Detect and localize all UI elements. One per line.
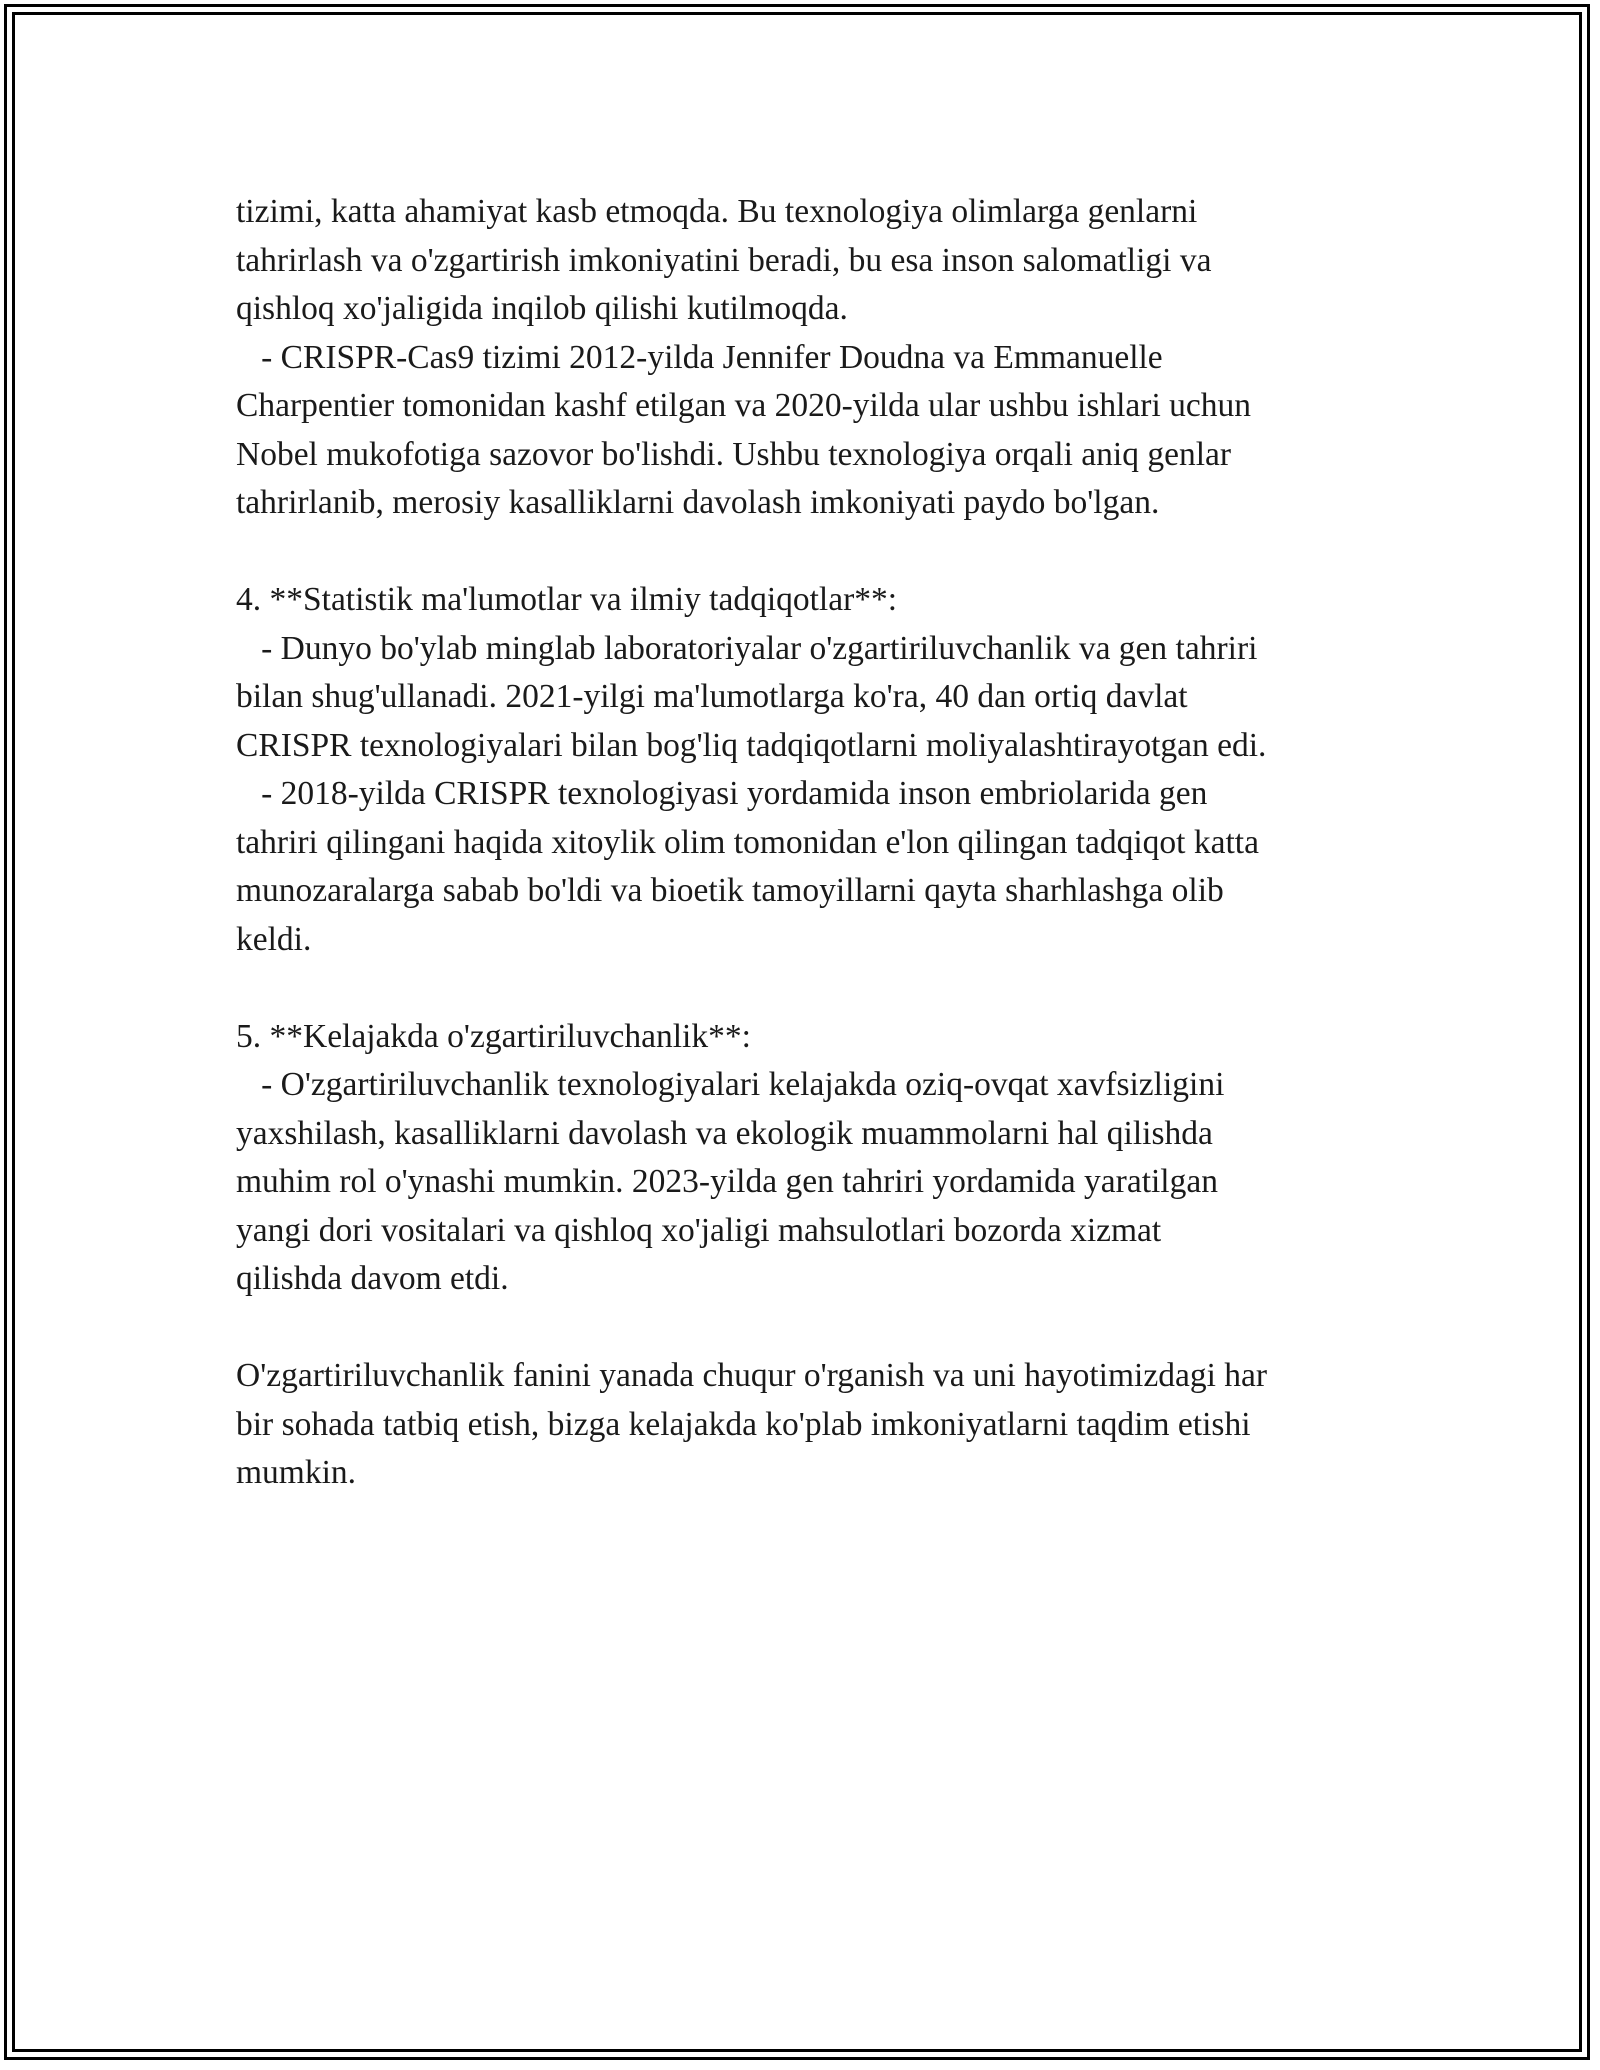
paragraph-statistics: 4. **Statistik ma'lumotlar va ilmiy tadqiqotlar**: - Dunyo bo'ylab minglab laboratoriyalar o'zgartiriluvchanlik va gen tahriri bilan shug'ullanadi. 2021-yilgi ma'lumotlarga ko'ra, 40 dan ortiq davlat CRISPR texnologiyalari bilan bog'liq tadqiqotlarni moliyalashtirayotgan edi. - 2018-yilda CRISPR texnologiyasi yordamida inson embriolarida gen tahriri qilingani haqida xitoylik olim tomonidan e'lon qilingan tadqiqot katta munozaralarga sabab bo'ldi va bioetik tamoyillarni qayta sharhlashga olib keldi.: [236, 581, 1267, 958]
document-body: [236, 188, 1386, 1498]
paragraph-conclusion: O'zgartiriluvchanlik fanini yanada chuqur o'rganish va uni hayotimizdagi har bir sohada tatbiq etish, bizga kelajakda ko'plab imkoniyatlarni taqdim etishi mumkin.: [236, 1357, 1268, 1491]
paragraph-crispr-intro: tizimi, katta ahamiyat kasb etmoqda. Bu texnologiya olimlarga genlarni tahrirlash va o'zgartirish imkoniyatini beradi, bu esa inson salomatligi va qishloq xo'jaligida inqilob qilishi kutilmoqda. - CRISPR-Cas9 tizimi 2012-yilda Jennifer Doudna va Emmanuelle Charpentier tomonidan kashf etilgan va 2020-yilda ular ushbu ishlari uchun Nobel mukofotiga sazovor bo'lishdi. Ushbu texnologiya orqali aniq genlar tahrirlanib, merosiy kasalliklarni davolash imkoniyati paydo bo'lgan.: [236, 193, 1251, 521]
paragraph-spacer: [236, 528, 1386, 577]
paragraph-future: 5. **Kelajakda o'zgartiriluvchanlik**: - O'zgartiriluvchanlik texnologiyalari kelajakda oziq-ovqat xavfsizligini yaxshilash, kasalliklarni davolash va ekologik muammolarni hal qilishda muhim rol o'ynashi mumkin. 2023-yilda gen tahriri yordamida yaratilgan yangi dori vositalari va qishloq xo'jaligi mahsulotlari bozorda xizmat qilishda davom etdi.: [236, 1017, 1225, 1297]
paragraph-spacer: [236, 964, 1386, 1013]
paragraph-spacer: [236, 1304, 1386, 1353]
